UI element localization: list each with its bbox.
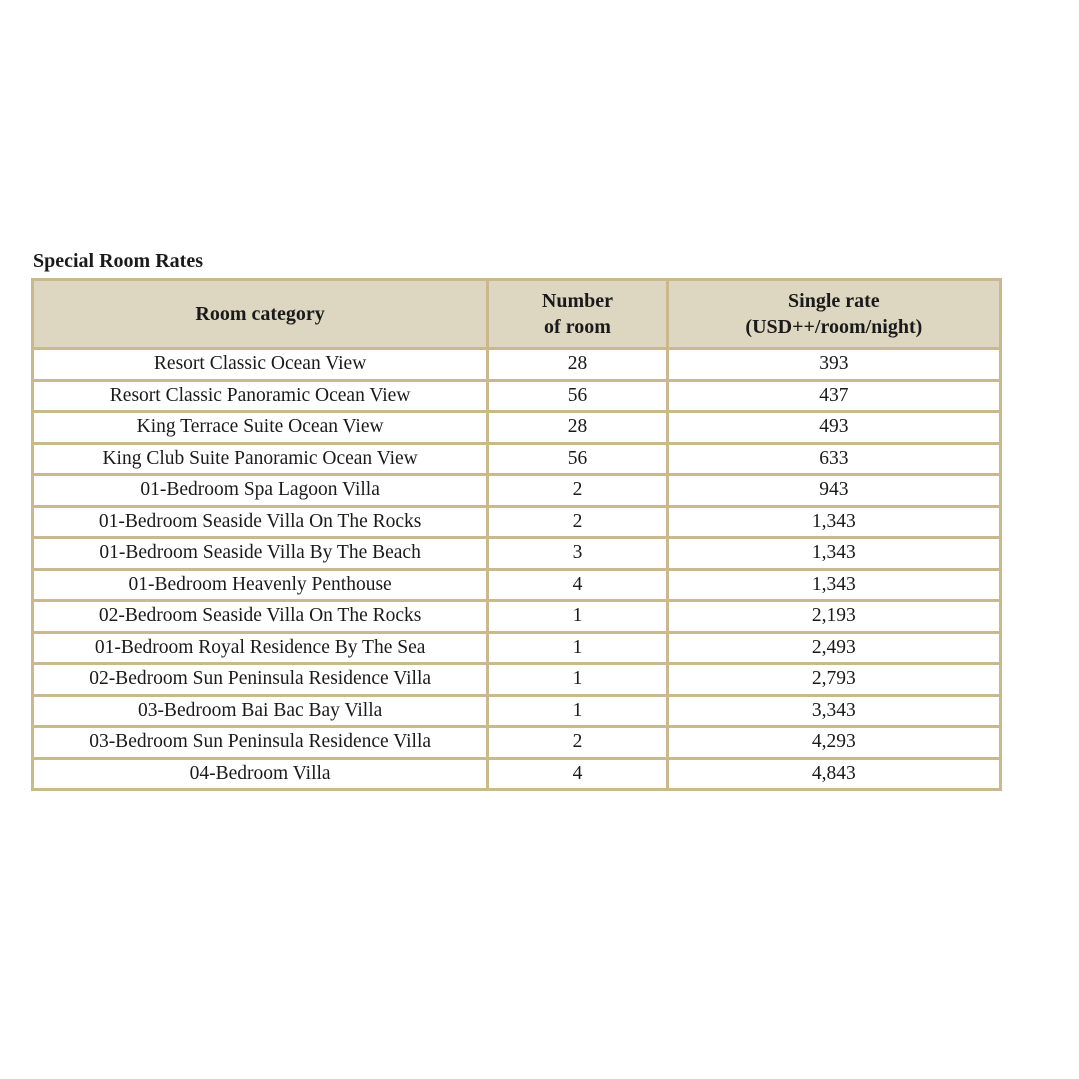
single-rate-cell: 1,343 — [669, 571, 999, 603]
header-room-category-label: Room category — [195, 303, 325, 325]
room-category-cell: 01-Bedroom Spa Lagoon Villa — [34, 476, 489, 508]
table-row — [34, 728, 999, 760]
number-of-room-cell: 2 — [489, 728, 668, 760]
room-category-cell: Resort Classic Ocean View — [34, 350, 489, 382]
table-header — [34, 281, 999, 350]
table-row — [34, 634, 999, 666]
table-row — [34, 539, 999, 571]
room-category-cell: 01-Bedroom Royal Residence By The Sea — [34, 634, 489, 666]
table-row — [34, 760, 999, 789]
header-number-of-room-line1: Number — [541, 290, 614, 312]
number-of-room-cell: 4 — [489, 571, 668, 603]
number-of-room-cell: 28 — [489, 413, 668, 445]
number-of-room-cell: 56 — [489, 382, 668, 414]
header-single-rate-line2: (USD++/room/night) — [745, 316, 923, 338]
page-title: Special Room Rates — [33, 250, 203, 272]
header-room-category — [34, 281, 489, 350]
single-rate-cell: 437 — [669, 382, 999, 414]
header-row — [34, 281, 999, 350]
room-category-cell: 02-Bedroom Sun Peninsula Residence Villa — [34, 665, 489, 697]
table-row — [34, 508, 999, 540]
room-category-cell: 04-Bedroom Villa — [34, 760, 489, 789]
room-category-cell: Resort Classic Panoramic Ocean View — [34, 382, 489, 414]
header-number-of-room-line2: of room — [544, 316, 611, 338]
room-category-cell: King Club Suite Panoramic Ocean View — [34, 445, 489, 477]
single-rate-cell: 2,493 — [669, 634, 999, 666]
number-of-room-cell: 1 — [489, 634, 668, 666]
table-row — [34, 413, 999, 445]
single-rate-cell: 943 — [669, 476, 999, 508]
number-of-room-cell: 56 — [489, 445, 668, 477]
number-of-room-cell: 28 — [489, 350, 668, 382]
single-rate-cell: 4,843 — [669, 760, 999, 789]
room-category-cell: 01-Bedroom Seaside Villa By The Beach — [34, 539, 489, 571]
number-of-room-cell: 2 — [489, 476, 668, 508]
single-rate-cell: 493 — [669, 413, 999, 445]
room-category-cell: 02-Bedroom Seaside Villa On The Rocks — [34, 602, 489, 634]
single-rate-cell: 393 — [669, 350, 999, 382]
single-rate-cell: 4,293 — [669, 728, 999, 760]
number-of-room-cell: 1 — [489, 602, 668, 634]
table-row — [34, 571, 999, 603]
header-single-rate-line1: Single rate — [788, 290, 880, 312]
single-rate-cell: 3,343 — [669, 697, 999, 729]
table-row — [34, 602, 999, 634]
single-rate-cell: 2,793 — [669, 665, 999, 697]
number-of-room-cell: 3 — [489, 539, 668, 571]
header-single-rate — [669, 281, 999, 350]
single-rate-cell: 1,343 — [669, 508, 999, 540]
table-row — [34, 350, 999, 382]
room-category-cell: King Terrace Suite Ocean View — [34, 413, 489, 445]
table-body — [34, 350, 999, 788]
number-of-room-cell: 4 — [489, 760, 668, 789]
table-row — [34, 476, 999, 508]
table-row — [34, 665, 999, 697]
number-of-room-cell: 1 — [489, 697, 668, 729]
number-of-room-cell: 2 — [489, 508, 668, 540]
table-row — [34, 382, 999, 414]
room-category-cell: 03-Bedroom Bai Bac Bay Villa — [34, 697, 489, 729]
room-category-cell: 01-Bedroom Seaside Villa On The Rocks — [34, 508, 489, 540]
single-rate-cell: 633 — [669, 445, 999, 477]
single-rate-cell: 2,193 — [669, 602, 999, 634]
room-category-cell: 03-Bedroom Sun Peninsula Residence Villa — [34, 728, 489, 760]
number-of-room-cell: 1 — [489, 665, 668, 697]
room-category-cell: 01-Bedroom Heavenly Penthouse — [34, 571, 489, 603]
room-rates-table — [31, 278, 1002, 791]
table-row — [34, 697, 999, 729]
single-rate-cell: 1,343 — [669, 539, 999, 571]
table-row — [34, 445, 999, 477]
header-number-of-room — [489, 281, 668, 350]
